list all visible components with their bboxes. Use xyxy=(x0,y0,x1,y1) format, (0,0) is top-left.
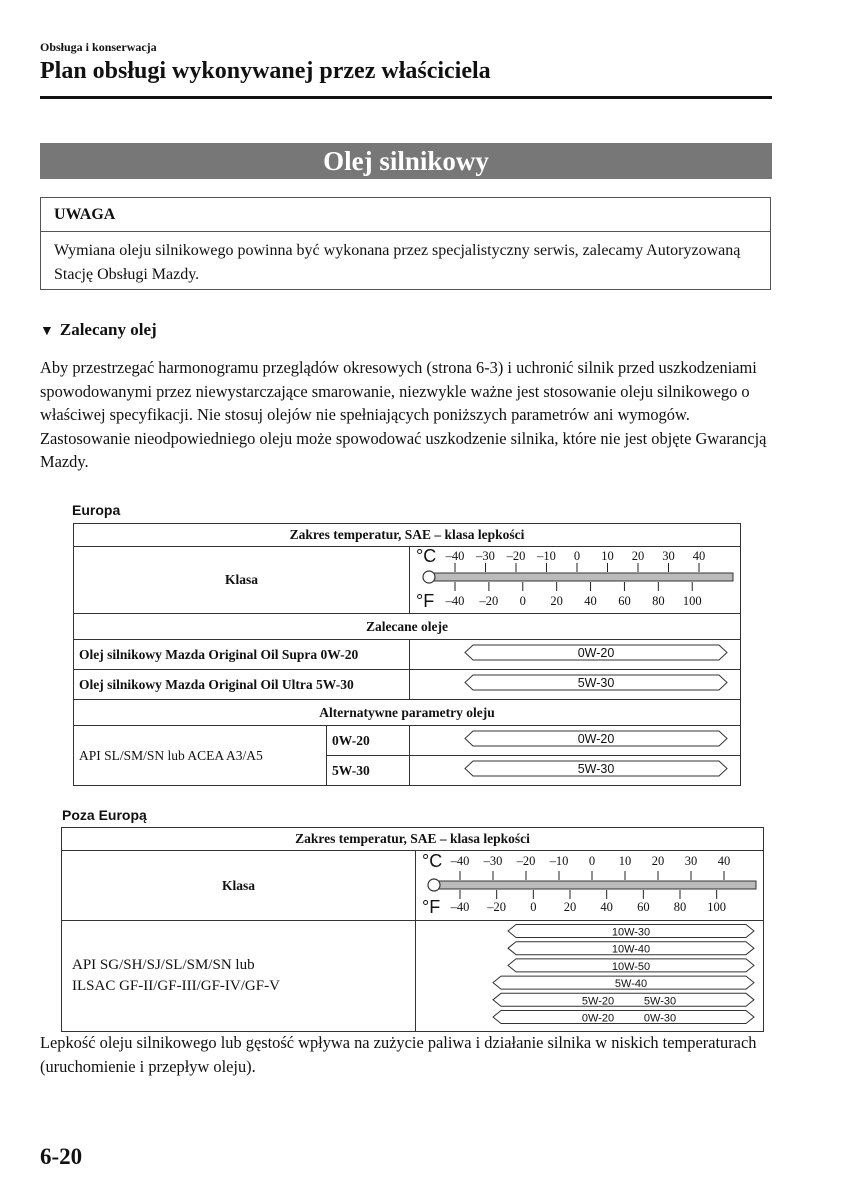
recommended-oil-paragraph: Aby przestrzegać harmonogramu przeglądów okresowych (strona 6-3) i uchronić silnik przed uszkodzeniami spowodowanymi przez niewystarczające smarowanie, niezwykle ważne jest stosowanie oleju silnikowego o właściwej specyfikacji. Nie stosuj olejów nie spełniających poniższych parametrów ani wymogów. Zastosowanie nieodpowiedniego oleju może spowodować uszkodzenie silnika, które nie jest objęte Gwarancją Mazdy. xyxy=(40,358,767,471)
caution-title: UWAGA xyxy=(41,198,770,232)
grade-label: 10W-40 xyxy=(611,943,651,956)
page-title: Plan obsługi wykonywanej przez właściciela xyxy=(40,58,491,84)
fahrenheit-tick-label: –20 xyxy=(487,900,507,914)
outside-range-header: Zakres temperatur, SAE – klasa lepkości xyxy=(62,828,764,851)
europe-alt-spec: API SL/SM/SN lub ACEA A3/A5 xyxy=(74,726,327,786)
celsius-tick-label: –40 xyxy=(445,549,465,563)
fahrenheit-symbol: °F xyxy=(416,591,435,609)
oil-grade-label: 5W-30 xyxy=(577,676,615,690)
europe-class-label: Klasa xyxy=(74,547,410,614)
celsius-tick-label: 20 xyxy=(651,854,665,868)
fahrenheit-tick-label: 40 xyxy=(600,900,613,914)
fahrenheit-tick-label: 40 xyxy=(584,594,597,608)
europe-recommended-row xyxy=(74,640,741,670)
celsius-tick-label: –10 xyxy=(549,854,569,868)
grade-label: 5W-20 xyxy=(581,995,615,1008)
celsius-tick-label: 40 xyxy=(717,854,731,868)
fahrenheit-symbol: °F xyxy=(422,897,441,916)
europe-alt-oil-range xyxy=(410,756,741,786)
oil-range-arrow xyxy=(410,640,741,665)
grade-label: 10W-50 xyxy=(611,960,651,973)
recommended-oil-heading xyxy=(40,320,157,340)
grade-range-arrow-shape xyxy=(493,993,754,1006)
europe-recommended-oil-range xyxy=(410,640,741,670)
europe-oil-table xyxy=(73,523,741,786)
outside-europe-label: Poza Europą xyxy=(62,807,147,823)
recommended-oil-heading-text: Zalecany olej xyxy=(59,320,157,339)
fahrenheit-tick-label: –20 xyxy=(479,594,499,608)
oil-range-arrow xyxy=(410,670,741,695)
celsius-tick-label: –30 xyxy=(483,854,503,868)
europe-range-header: Zakres temperatur, SAE – klasa lepkości xyxy=(74,524,741,547)
triangle-down-icon: ▼ xyxy=(40,324,54,339)
fahrenheit-tick-label: 100 xyxy=(682,594,702,608)
grade-label: 5W-30 xyxy=(643,995,677,1008)
grade-label: 0W-20 xyxy=(581,1012,615,1025)
grade-label: 10W-30 xyxy=(611,926,651,939)
celsius-tick-label: 30 xyxy=(684,854,698,868)
outside-grade-ranges xyxy=(416,921,764,1032)
fahrenheit-tick-label: 0 xyxy=(519,594,526,608)
oil-grade-label: 0W-20 xyxy=(577,646,615,660)
fahrenheit-tick-label: 0 xyxy=(530,900,537,914)
europe-temp-scale xyxy=(410,547,741,614)
caution-text: Wymiana oleju silnikowego powinna być wykonana przez specjalistyczny serwis, zalecamy Autoryzowaną Stację Obsługi Mazdy. xyxy=(54,242,741,283)
fahrenheit-tick-label: 80 xyxy=(673,900,687,914)
europe-alt-header: Alternatywne parametry oleju xyxy=(74,700,741,726)
outside-temperature-scale-graphic xyxy=(416,851,764,916)
fahrenheit-tick-label: –40 xyxy=(450,900,470,914)
europe-recommended-row xyxy=(74,670,741,700)
europe-alt-grade-name: 0W-20 xyxy=(327,726,410,756)
europe-recommended-oil-name: Olej silnikowy Mazda Original Oil Ultra 5W-30 xyxy=(74,670,410,700)
section-banner: Olej silnikowy xyxy=(40,143,772,179)
celsius-tick-label: –20 xyxy=(506,549,526,563)
fahrenheit-tick-label: –40 xyxy=(445,594,465,608)
caution-box xyxy=(40,197,771,290)
celsius-tick-label: 0 xyxy=(588,854,596,868)
outside-spec-line1: API SG/SH/SJ/SL/SM/SN lub xyxy=(72,957,255,973)
europe-alt-row xyxy=(74,726,741,756)
outside-europe-oil-table xyxy=(61,827,764,1032)
celsius-tick-label: 20 xyxy=(631,549,645,563)
outside-class-label: Klasa xyxy=(62,851,416,921)
europe-temperature-scale-graphic xyxy=(410,547,741,609)
celsius-tick-label: 10 xyxy=(618,854,632,868)
page-number: 6-20 xyxy=(40,1144,83,1169)
fahrenheit-tick-label: 20 xyxy=(550,594,563,608)
fahrenheit-tick-label: 100 xyxy=(707,900,727,914)
oil-grade-label: 5W-30 xyxy=(577,762,615,776)
viscosity-note: Lepkość oleju silnikowego lub gęstość wpływa na zużycie paliwa i działanie silnika w niskich temperaturach (uruchomienie i przepływ oleju). xyxy=(40,1033,757,1076)
celsius-tick-label: 0 xyxy=(573,549,581,563)
thermometer-bar xyxy=(430,573,733,581)
celsius-tick-label: –30 xyxy=(476,549,495,563)
grade-label: 0W-30 xyxy=(643,1012,677,1025)
section-label: Obsługa i konserwacja xyxy=(40,40,157,54)
thermometer-bulb-icon xyxy=(428,879,440,891)
europe-label: Europa xyxy=(72,502,121,518)
fahrenheit-tick-label: 60 xyxy=(637,900,650,914)
europe-alt-oil-range xyxy=(410,726,741,756)
fahrenheit-tick-label: 60 xyxy=(618,594,631,608)
celsius-tick-label: –20 xyxy=(516,854,536,868)
title-rule xyxy=(40,96,772,99)
outside-temp-scale xyxy=(416,851,764,921)
europe-alt-grade-name: 5W-30 xyxy=(327,756,410,786)
fahrenheit-tick-label: 20 xyxy=(563,900,577,914)
celsius-tick-label: 40 xyxy=(692,549,706,563)
oil-range-arrow xyxy=(410,726,741,751)
europe-recommended-header: Zalecane oleje xyxy=(74,614,741,640)
fahrenheit-tick-label: 80 xyxy=(652,594,665,608)
celsius-tick-label: –10 xyxy=(537,549,556,563)
thermometer-bulb-icon xyxy=(423,571,435,583)
outside-spec-cell xyxy=(62,921,416,1032)
oil-grade-label: 0W-20 xyxy=(577,732,615,746)
europe-recommended-oil-range xyxy=(410,670,741,700)
celsius-symbol: °C xyxy=(416,547,437,566)
grade-range-arrow-shape xyxy=(493,1011,754,1024)
thermometer-bar xyxy=(435,881,756,889)
celsius-tick-label: 30 xyxy=(662,549,675,563)
celsius-tick-label: –40 xyxy=(450,854,470,868)
europe-recommended-oil-name: Olej silnikowy Mazda Original Oil Supra 0W-20 xyxy=(74,640,410,670)
outside-spec-line2: ILSAC GF-II/GF-III/GF-IV/GF-V xyxy=(72,978,280,994)
outside-grade-arrows-graphic xyxy=(416,921,764,1027)
celsius-tick-label: 10 xyxy=(601,549,614,563)
oil-range-arrow xyxy=(410,756,741,781)
grade-label: 5W-40 xyxy=(614,978,648,991)
celsius-symbol: °C xyxy=(422,851,443,871)
